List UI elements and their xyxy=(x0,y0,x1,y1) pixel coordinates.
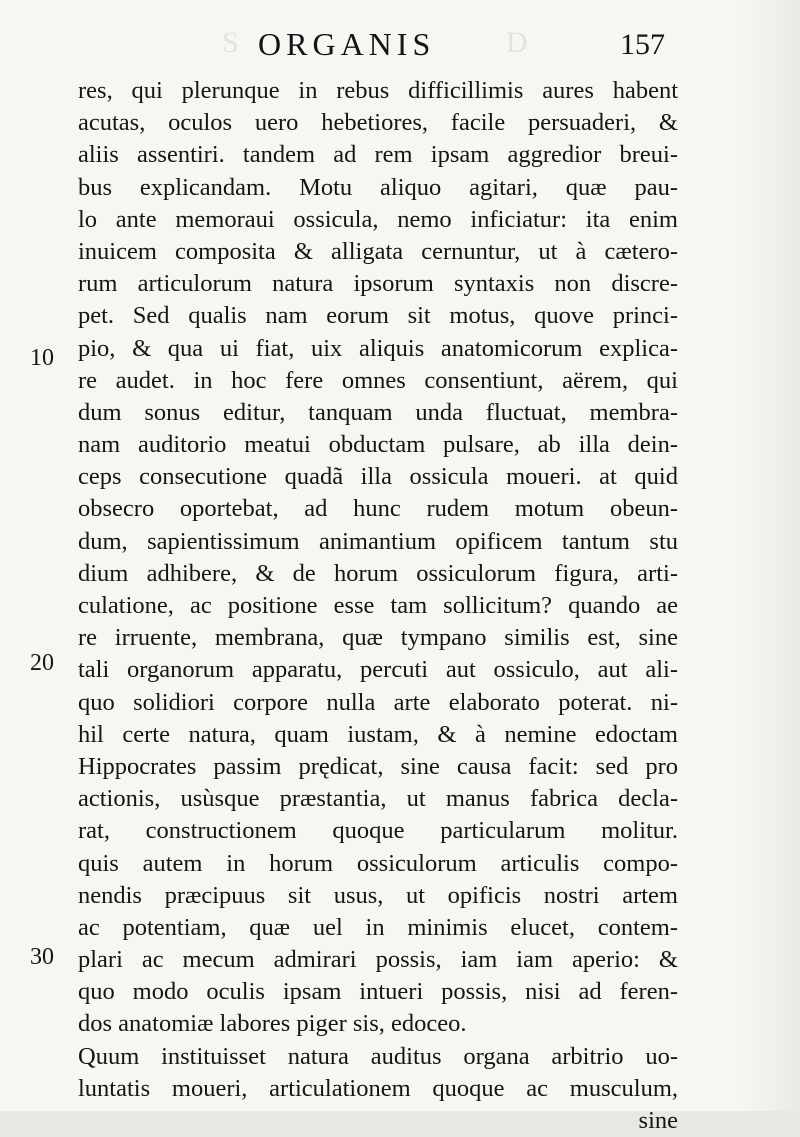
text-line: rat, constructionem quoque particularum molitur. xyxy=(78,817,678,845)
text-line: bus explicandam. Motu aliquo agitari, quæ pau- xyxy=(78,173,678,201)
text-line: inuicem composita & alligata cernuntur, ut à cætero- xyxy=(78,237,678,265)
text-line: quo solidiori corpore nulla arte elaborato poterat. ni- xyxy=(78,688,678,716)
text-line: ceps consecutione quadã illa ossicula moueri. at quid xyxy=(78,463,678,491)
text-line: culatione, ac positione esse tam sollicitum? quando ae xyxy=(78,592,678,619)
text-line: pio, & qua ui fiat, uix aliquis anatomicorum explica- xyxy=(78,334,678,362)
text-line: nam auditorio meatui obductam pulsare, ab illa dein- xyxy=(78,431,678,459)
text-line: rum articulorum natura ipsorum syntaxis non discre- xyxy=(78,270,678,298)
running-head: ORGANIS xyxy=(258,26,436,62)
text-line: dium adhibere, & de horum ossiculorum figura, arti- xyxy=(78,559,678,587)
text-line: dum, sapientissimum animantium opificem tantum stu xyxy=(78,527,678,555)
line-number: 20 xyxy=(30,650,54,676)
text-line: re irruente, membrana, quæ tympano similis est, sine xyxy=(78,624,678,652)
text-line: pet. Sed qualis nam eorum sit motus, quove princi- xyxy=(78,302,678,330)
text-line: re audet. in hoc fere omnes consentiunt, aërem, qui xyxy=(78,366,678,394)
text-line: quis autem in horum ossiculorum articulis compo- xyxy=(78,849,678,877)
line-number: 30 xyxy=(30,944,54,970)
text-line: quo modo oculis ipsam intueri possis, nisi ad feren- xyxy=(78,978,678,1006)
text-line: res, qui plerunque in rebus difficillimis aures habent xyxy=(78,77,678,104)
bleed-through-mark: S xyxy=(222,26,239,59)
text-line: ac potentiam, quæ uel in minimis elucet, contem- xyxy=(78,913,678,941)
text-line: acutas, oculos uero hebetiores, facile persuaderi, & xyxy=(78,109,678,137)
text-line: Hippocrates passim prędicat, sine causa facit: sed pro xyxy=(78,752,678,780)
body-text xyxy=(78,75,678,1137)
text-line: lo ante memoraui ossicula, nemo inficiatur: ita enim xyxy=(78,205,678,233)
text-line: tali organorum apparatu, percuti aut ossiculo, aut ali- xyxy=(78,656,678,684)
line-number: 10 xyxy=(30,345,54,371)
text-line: actionis, usùsque præstantia, ut manus fabrica decla- xyxy=(78,785,678,813)
text-line: aliis assentiri. tandem ad rem ipsam aggredior breui- xyxy=(78,141,678,169)
text-line: plari ac mecum admirari possis, iam iam aperio: & xyxy=(78,946,678,974)
page-header xyxy=(0,26,800,66)
text-line: dos anatomiæ labores piger sis, edoceo. xyxy=(78,1010,467,1038)
bleed-through-mark: D xyxy=(506,26,528,59)
text-line: hil certe natura, quam iustam, & à nemine edoctam xyxy=(78,720,678,748)
text-line: dum sonus editur, tanquam unda fluctuat, membra- xyxy=(78,398,678,426)
page-number: 157 xyxy=(620,28,665,61)
page-shadow xyxy=(740,0,800,1111)
text-line: obsecro oportebat, ad hunc rudem motum obeun- xyxy=(78,495,678,523)
text-line: nendis præcipuus sit usus, ut opificis nostri artem xyxy=(78,881,678,909)
text-line: Quum instituisset natura auditus organa arbitrio uo- xyxy=(78,1042,678,1070)
text-line: luntatis moueri, articulationem quoque ac musculum, xyxy=(78,1074,678,1102)
catchword: sine xyxy=(638,1107,678,1134)
